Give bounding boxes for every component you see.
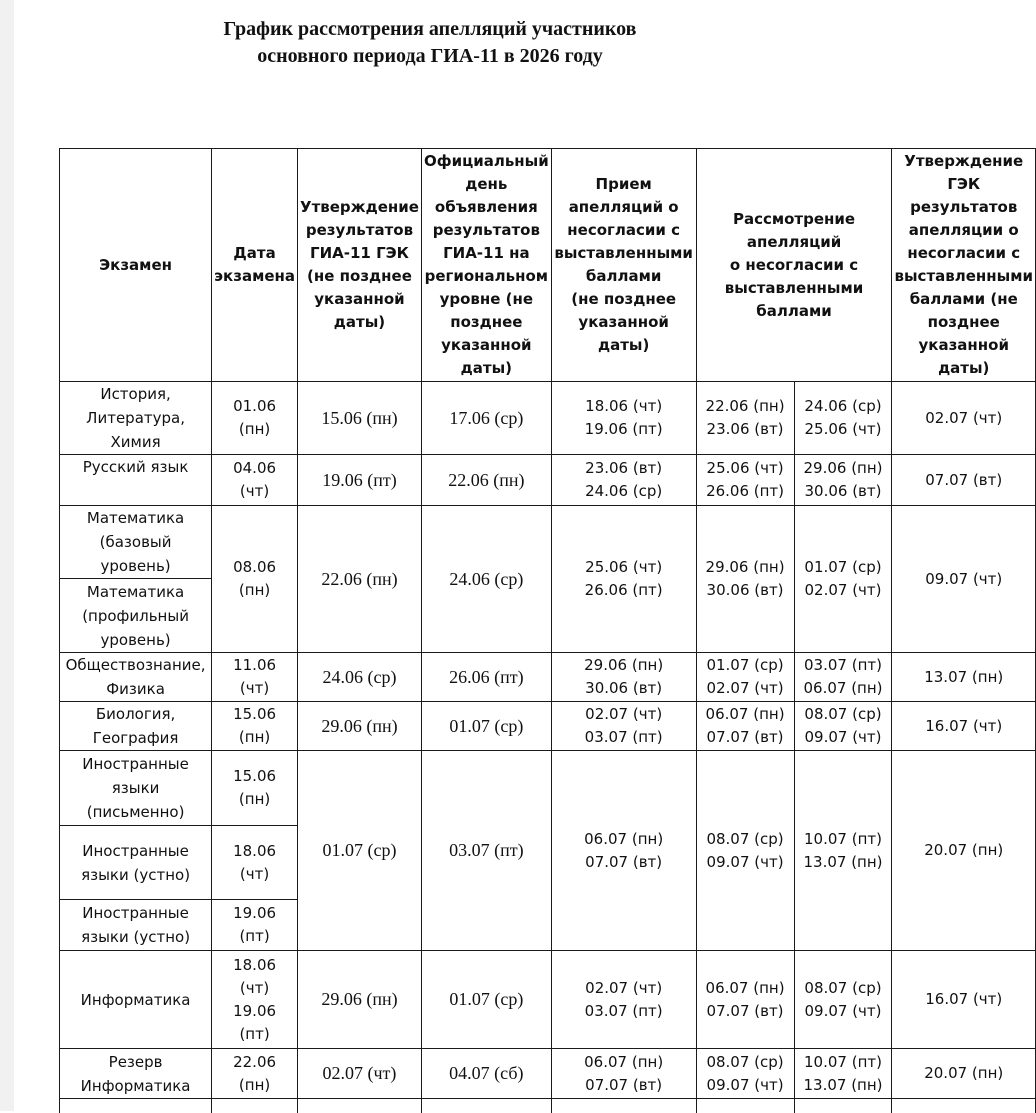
appeal-review-cell [696, 751, 794, 951]
cell-text-line: 13.07 (пн) [797, 851, 890, 874]
cell-text-line: 07.07 (вт) [554, 851, 694, 874]
cell-text-line: Химия [62, 430, 209, 454]
exam-date-cell [212, 702, 298, 751]
cell-text-line: (пн) [214, 418, 295, 441]
cell-text-line: Утверждение [300, 196, 419, 219]
cell-text-line: 25.06 (чт) [699, 457, 792, 480]
exam-date-cell [212, 951, 298, 1049]
header-exam-date [212, 149, 298, 382]
cell-text-line: 02.07 (чт) [699, 677, 792, 700]
cell-text-line: 26.06 (пт) [699, 480, 792, 503]
cell-text-line: языки (устно) [62, 863, 209, 887]
cell-text-line: 18.06 [214, 954, 295, 977]
cell-text-line: (письменно) [62, 800, 209, 824]
approve-cell: 15.06 (пн) [298, 382, 422, 455]
cell-text-line: (пт) [214, 1023, 295, 1046]
exam-date-cell [212, 900, 298, 951]
cell-text-line: Информатика [62, 1074, 209, 1098]
cell-text-line: Иностранные [62, 901, 209, 925]
header-official-day [421, 149, 551, 382]
table-row [60, 751, 1036, 826]
gek-approve-cell: 20.07 (пн) [892, 751, 1036, 951]
appeal-receive-cell [551, 382, 696, 455]
appeal-review-cell [696, 455, 794, 506]
table-row [60, 506, 1036, 579]
approve-cell: 29.06 (пн) [298, 702, 422, 751]
cell-text-line: результатов [424, 219, 549, 242]
cell-text-line: даты) [424, 357, 549, 380]
cell-text-line: 22.06 [214, 1051, 295, 1074]
appeal-receive-cell [551, 1049, 696, 1099]
cell-text-line: (чт) [214, 863, 295, 886]
exam-cell [60, 951, 212, 1049]
exam-cell [60, 702, 212, 751]
table-row [60, 1049, 1036, 1099]
official-day-cell: 03.07 (пт) [421, 751, 551, 951]
exam-date-cell [212, 751, 298, 826]
cell-text-line: (не позднее [554, 288, 694, 311]
exam-date-cell [212, 1049, 298, 1099]
table-row [60, 951, 1036, 1049]
exam-cell [60, 455, 212, 506]
cell-text-line: 02.07 (чт) [797, 579, 890, 602]
page-edge [0, 0, 14, 1111]
cell-text-line: 03.07 (пт) [797, 654, 890, 677]
cell-text-line: региональном [424, 265, 549, 288]
cell-text-line: позднее [424, 311, 549, 334]
header-approve-results [298, 149, 422, 382]
cell-text-line: (чт) [214, 977, 295, 1000]
cell-text-line: Математика [62, 506, 209, 530]
cell-text-line: 09.07 (чт) [797, 726, 890, 749]
exam-cell [60, 751, 212, 826]
appeal-review-cell [794, 506, 892, 653]
gek-approve-cell: 20.07 (пн) [892, 1049, 1036, 1099]
header-exam: Экзамен [60, 149, 212, 382]
gek-approve-cell: 02.07 (чт) [892, 382, 1036, 455]
cell-text-line: языки (устно) [62, 925, 209, 949]
gek-approve-cell: 09.07 (чт) [892, 506, 1036, 653]
cell-text-line: 23.06 (вт) [699, 418, 792, 441]
exam-cell [60, 1049, 212, 1099]
title-line-1: График рассмотрения апелляций участников [130, 16, 730, 43]
cell-text-line: даты) [300, 311, 419, 334]
cell-text-line: 19.06 (пт) [554, 418, 694, 441]
cell-text-line: Иностранные [62, 752, 209, 776]
exam-date-cell [212, 506, 298, 653]
appeal-receive-cell [551, 455, 696, 506]
cell-text-line: несогласии с [554, 219, 694, 242]
cell-text-line: Литература, [62, 406, 209, 430]
appeal-receive-cell [551, 951, 696, 1049]
official-day-cell: 24.06 (ср) [421, 506, 551, 653]
official-day-cell: 04.07 (сб) [421, 1049, 551, 1099]
cell-text-line: 02.07 (чт) [554, 977, 694, 1000]
approve-cell: 01.07 (ср) [298, 751, 422, 951]
cell-text-line: 25.06 (чт) [797, 418, 890, 441]
appeal-review-cell [794, 653, 892, 702]
cell-text-line: 15.06 [214, 765, 295, 788]
document-title [130, 16, 730, 70]
cell-text-line: указанной [894, 334, 1033, 357]
exam-cell [60, 900, 212, 951]
cell-text-line: 01.06 [214, 395, 295, 418]
cell-text-line: 11.06 [214, 654, 295, 677]
cell-text-line: апелляции о [894, 219, 1033, 242]
cell-text-line: Математика [62, 580, 209, 604]
title-line-2: основного периода ГИА-11 в 2026 году [130, 43, 730, 70]
cell-text-line: (чт) [214, 677, 295, 700]
cell-text-line: 03.07 (пт) [554, 1000, 694, 1023]
cell-text-line: экзамена [214, 265, 295, 288]
header-appeal-review [696, 149, 892, 382]
cell-text-line: Прием [554, 173, 694, 196]
cell-text-line: баллами [554, 265, 694, 288]
cell-text-line: (не позднее [300, 265, 419, 288]
cell-text-line: 13.07 (пн) [797, 1074, 890, 1097]
cell-text-line: 22.06 (пн) [699, 395, 792, 418]
appeal-review-cell [696, 951, 794, 1049]
cell-text-line: (базовый [62, 530, 209, 554]
appeal-review-cell [696, 506, 794, 653]
exam-cell [60, 382, 212, 455]
exam-cell [60, 506, 212, 579]
cell-text-line: 09.07 (чт) [699, 851, 792, 874]
exam-cell [60, 653, 212, 702]
appeals-schedule-table [59, 148, 1036, 1113]
appeal-review-cell [794, 951, 892, 1049]
approve-cell: 29.06 (пн) [298, 951, 422, 1049]
cell-text-line: уровне (не [424, 288, 549, 311]
cell-text-line: 02.07 (чт) [554, 703, 694, 726]
appeal-review-cell [794, 751, 892, 951]
cell-text-line: 10.07 (пт) [797, 1051, 890, 1074]
cell-text-line: 09.07 (чт) [797, 1000, 890, 1023]
gek-approve-cell: 13.07 (пн) [892, 653, 1036, 702]
cell-text-line: 06.07 (пн) [554, 1051, 694, 1074]
approve-cell: 19.06 (пт) [298, 455, 422, 506]
cell-text-line: 30.06 (вт) [797, 480, 890, 503]
cell-text-line: 08.06 [214, 556, 295, 579]
gek-approve-cell: 16.07 (чт) [892, 702, 1036, 751]
cell-text-line: выставленными [554, 242, 694, 265]
cell-text-line: 18.06 (чт) [554, 395, 694, 418]
cell-text-line: Физика [62, 677, 209, 701]
cell-text-line: день [424, 173, 549, 196]
exam-cell [60, 579, 212, 653]
cell-text-line: (пн) [214, 788, 295, 811]
header-row [60, 149, 1036, 382]
cell-text-line: 08.07 (ср) [699, 1051, 792, 1074]
cell-text-line: о несогласии с [699, 254, 890, 277]
cell-text-line: баллами (не [894, 288, 1033, 311]
cell-text-line: выставленными [894, 265, 1033, 288]
cell-text-line: 25.06 (чт) [554, 556, 694, 579]
approve-cell: 22.06 (пн) [298, 506, 422, 653]
appeal-review-cell [696, 702, 794, 751]
cell-text-line: Резерв [62, 1050, 209, 1074]
exam-cell [60, 826, 212, 900]
cell-text-line: Дата [214, 242, 295, 265]
header-appeal-receive [551, 149, 696, 382]
cell-text-line: указанной [424, 334, 549, 357]
cell-text-line: 26.06 (пт) [554, 579, 694, 602]
cell-text-line: 30.06 (вт) [554, 677, 694, 700]
cell-text-line: 24.06 (ср) [797, 395, 890, 418]
cell-text-line: 07.07 (вт) [554, 1074, 694, 1097]
gek-approve-cell: 16.07 (чт) [892, 951, 1036, 1049]
cell-text-line: уровень) [62, 554, 209, 578]
cell-text-line: 07.07 (вт) [699, 726, 792, 749]
cell-text-line: Биология, [62, 702, 209, 726]
cell-text-line: Утверждение [894, 150, 1033, 173]
cell-text-line: 30.06 (вт) [699, 579, 792, 602]
cell-text-line: Информатика [62, 988, 209, 1012]
exam-date-cell [212, 382, 298, 455]
cell-text-line: объявления [424, 196, 549, 219]
appeal-review-cell [696, 1049, 794, 1099]
cell-text-line: Русский язык [62, 455, 209, 479]
cell-text-line: 29.06 (пн) [797, 457, 890, 480]
cell-text-line: указанной [300, 288, 419, 311]
cell-text-line: языки [62, 776, 209, 800]
cell-text-line: 08.07 (ср) [797, 703, 890, 726]
cell-text-line: 23.06 (вт) [554, 457, 694, 480]
table-row [60, 455, 1036, 506]
cell-text-line: (пт) [214, 925, 295, 948]
cell-text-line: 19.06 [214, 902, 295, 925]
cell-text-line: 01.07 (ср) [699, 654, 792, 677]
cell-text-line: баллами [699, 300, 890, 323]
appeal-receive-cell [551, 506, 696, 653]
appeal-receive-cell [551, 751, 696, 951]
appeal-review-cell [794, 382, 892, 455]
official-day-cell: 01.07 (ср) [421, 951, 551, 1049]
appeal-review-cell [794, 1049, 892, 1099]
cell-text-line: указанной даты) [554, 311, 694, 357]
cell-text-line: (пн) [214, 579, 295, 602]
cell-text-line: 06.07 (пн) [554, 828, 694, 851]
cell-text-line: (пн) [214, 726, 295, 749]
cell-text-line: 29.06 (пн) [699, 556, 792, 579]
cell-text-line: 18.06 [214, 840, 295, 863]
cell-text-line: несогласии с [894, 242, 1033, 265]
cell-text-line: История, [62, 382, 209, 406]
cell-text-line: 07.07 (вт) [699, 1000, 792, 1023]
cell-text-line: Официальный [424, 150, 549, 173]
cell-text-line: 01.07 (ср) [797, 556, 890, 579]
official-day-cell: 01.07 (ср) [421, 702, 551, 751]
cell-text-line: ГИА-11 на [424, 242, 549, 265]
cell-text-line: апелляций о [554, 196, 694, 219]
cell-text-line: 03.07 (пт) [554, 726, 694, 749]
cell-text-line: 08.07 (ср) [699, 828, 792, 851]
appeal-review-cell [794, 455, 892, 506]
appeal-review-cell [696, 382, 794, 455]
cell-text-line: 06.07 (пн) [797, 677, 890, 700]
cell-text-line: Иностранные [62, 839, 209, 863]
appeal-receive-cell [551, 653, 696, 702]
appeal-review-cell [794, 702, 892, 751]
header-gek-approve [892, 149, 1036, 382]
official-day-cell: 22.06 (пн) [421, 455, 551, 506]
cell-text-line: 08.07 (ср) [797, 977, 890, 1000]
exam-date-cell [212, 455, 298, 506]
cell-text-line: ГЭК результатов [894, 173, 1033, 219]
cell-text-line: уровень) [62, 628, 209, 652]
cell-text-line: География [62, 726, 209, 750]
cell-text-line: 19.06 [214, 1000, 295, 1023]
official-day-cell: 17.06 (ср) [421, 382, 551, 455]
gek-approve-cell: 07.07 (вт) [892, 455, 1036, 506]
table-row [60, 382, 1036, 455]
cell-text-line: 29.06 (пн) [554, 654, 694, 677]
cell-text-line: 15.06 [214, 703, 295, 726]
cell-text-line: 06.07 (пн) [699, 703, 792, 726]
cell-text-line: ГИА-11 ГЭК [300, 242, 419, 265]
approve-cell: 02.07 (чт) [298, 1049, 422, 1099]
cell-text-line: даты) [894, 357, 1033, 380]
cell-text-line: (чт) [214, 480, 295, 503]
approve-cell: 24.06 (ср) [298, 653, 422, 702]
appeal-review-cell [696, 653, 794, 702]
cell-text-line: 24.06 (ср) [554, 480, 694, 503]
exam-date-cell [212, 826, 298, 900]
cell-text-line: (профильный [62, 604, 209, 628]
table-row [60, 702, 1036, 751]
cell-text-line: 09.07 (чт) [699, 1074, 792, 1097]
appeal-receive-cell [551, 702, 696, 751]
cell-text-line: Обществознание, [62, 653, 209, 677]
cell-text-line: результатов [300, 219, 419, 242]
cell-text-line: (пн) [214, 1074, 295, 1097]
cell-text-line: 04.06 [214, 457, 295, 480]
cell-text-line: 06.07 (пн) [699, 977, 792, 1000]
exam-date-cell [212, 653, 298, 702]
official-day-cell: 26.06 (пт) [421, 653, 551, 702]
table-row [60, 653, 1036, 702]
cell-text-line: позднее [894, 311, 1033, 334]
cell-text-line: Рассмотрение апелляций [699, 208, 890, 254]
cell-text-line: выставленными [699, 277, 890, 300]
cell-text-line: 10.07 (пт) [797, 828, 890, 851]
